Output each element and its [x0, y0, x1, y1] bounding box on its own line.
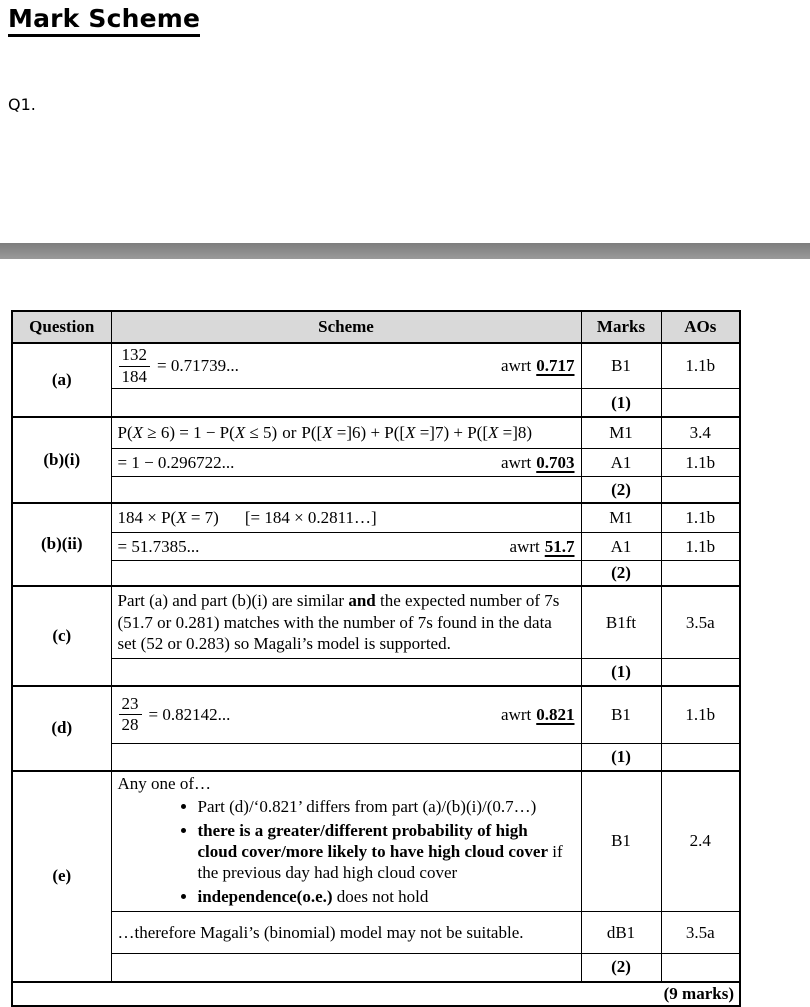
row-d-count [12, 744, 740, 771]
question-label-d: (d) [12, 686, 111, 771]
ao-d-empty [661, 744, 740, 771]
row-bi-line2 [12, 449, 740, 477]
count-e: (2) [581, 954, 661, 982]
result-bi: = 1 − 0.296722... [117, 452, 235, 472]
count-d: (1) [581, 744, 661, 771]
ao-bii-2: 1.1b [661, 533, 740, 561]
scheme-a [111, 343, 581, 389]
scheme-d-empty [111, 744, 581, 771]
question-label-bi: (b)(i) [12, 417, 111, 503]
marks-bi-1: M1 [581, 417, 661, 449]
scheme-e-empty [111, 954, 581, 982]
e-intro: Any one of… [117, 773, 211, 793]
marks-c: B1ft [581, 586, 661, 659]
count-a: (1) [581, 389, 661, 417]
marks-e-2: dB1 [581, 912, 661, 954]
row-e-line2 [12, 912, 740, 954]
var-x: X [322, 423, 333, 443]
working-d [118, 694, 231, 736]
awrt-value: 0.703 [536, 452, 575, 472]
e-bullet-list [118, 796, 575, 907]
marks-bi-2: A1 [581, 449, 661, 477]
ao-a-empty [661, 389, 740, 417]
row-c-count [12, 659, 740, 686]
row-bii-line1 [12, 503, 740, 533]
awrt-d [501, 705, 574, 725]
awrt-value: 51.7 [544, 536, 575, 556]
scheme-c-empty [111, 659, 581, 686]
fraction-d: $\frac{23}{28}$ [119, 695, 142, 735]
scheme-e-1 [111, 771, 581, 912]
ao-c-empty [661, 659, 740, 686]
row-bi-line1 [12, 417, 740, 449]
result-bii: = 51.7385... [117, 536, 200, 556]
row-c-main [12, 586, 740, 659]
col-header-aos: AOs [661, 311, 740, 343]
awrt-label: awrt [501, 452, 532, 472]
row-e-main [12, 771, 740, 912]
awrt-value: 0.821 [536, 704, 575, 724]
marks-d: B1 [581, 686, 661, 744]
question-number: Q1. [8, 95, 36, 114]
scheme-bii-1: 184 × P(X = 7) [= 184 × 0.2811…] [111, 503, 581, 533]
count-c: (1) [581, 659, 661, 686]
e-bullet-1: • Part (d)/‘0.821’ differs from part (a)/(b)(i)/(0.7…) [198, 796, 570, 817]
scheme-e-2: …therefore Magali’s (binomial) model may not be suitable. [111, 912, 581, 954]
ao-e-1: 2.4 [661, 771, 740, 912]
awrt-bii [510, 537, 575, 557]
row-bii-count [12, 561, 740, 586]
scheme-bi-1: P(X ≥ 6) = 1 − P(X ≤ 5) or P([X =]6) + P([X =]7) + P([X =]8) [111, 417, 581, 449]
col-header-marks: Marks [581, 311, 661, 343]
var-x: X [176, 508, 187, 528]
var-x: X [488, 423, 499, 443]
scheme-a-empty [111, 389, 581, 417]
ao-c: 3.5a [661, 586, 740, 659]
row-d-main [12, 686, 740, 744]
var-x: X [405, 423, 416, 443]
scheme-c: Part (a) and part (b)(i) are similar and the expected number of 7s (51.7 or 0.281) matches with the number of 7s found in the data set (52 or 0.283) so Magali’s model is supported. [111, 586, 581, 659]
question-label-e: (e) [12, 771, 111, 982]
count-bii: (2) [581, 561, 661, 586]
ao-e-empty [661, 954, 740, 982]
row-bi-count [12, 477, 740, 503]
ao-bii-empty [661, 561, 740, 586]
e-bullet-3: • independence(o.e.) does not hold [198, 886, 570, 907]
col-header-scheme: Scheme [111, 311, 581, 343]
marks-a: B1 [581, 343, 661, 389]
result-d: = 0.82142... [148, 704, 231, 724]
scheme-bii-empty [111, 561, 581, 586]
scheme-d [111, 686, 581, 744]
var-x: X [234, 423, 246, 443]
total-marks: (9 marks) [12, 982, 740, 1006]
working-a [118, 345, 239, 387]
e-bullet-2: • there is a greater/different probability of high cloud cover/more likely to have high cloud cover if the previous day had high cloud cover [198, 820, 570, 883]
marks-e-1: B1 [581, 771, 661, 912]
awrt-value: 0.717 [536, 356, 575, 376]
bracket-working: [= 184 × 0.2811…] [244, 508, 377, 528]
awrt-bi [501, 453, 574, 473]
ao-a: 1.1b [661, 343, 740, 389]
col-header-question: Question [12, 311, 111, 343]
awrt-label: awrt [501, 704, 532, 724]
marks-bii-2: A1 [581, 533, 661, 561]
var-x: X [132, 423, 144, 443]
awrt-label: awrt [501, 356, 532, 376]
ao-bi-2: 1.1b [661, 449, 740, 477]
count-bi: (2) [581, 477, 661, 503]
ao-bi-1: 3.4 [661, 417, 740, 449]
scheme-bii-2 [111, 533, 581, 561]
awrt-a [501, 356, 574, 376]
question-label-bii: (b)(ii) [12, 503, 111, 586]
row-total [12, 982, 740, 1006]
ao-bii-1: 1.1b [661, 503, 740, 533]
table-header-row [12, 311, 740, 343]
ao-bi-empty [661, 477, 740, 503]
ao-e-2: 3.5a [661, 912, 740, 954]
row-bii-line2 [12, 533, 740, 561]
scheme-bi-empty [111, 477, 581, 503]
row-e-count [12, 954, 740, 982]
question-label-c: (c) [12, 586, 111, 686]
or-word: or [282, 423, 297, 443]
page-title: Mark Scheme [8, 4, 200, 37]
section-divider-bar [0, 243, 810, 259]
ao-d: 1.1b [661, 686, 740, 744]
fraction-a: $\frac{132}{184}$ [119, 346, 151, 386]
question-label-a: (a) [12, 343, 111, 417]
marks-bii-1: M1 [581, 503, 661, 533]
row-a-count [12, 389, 740, 417]
mark-scheme-table [11, 310, 741, 1007]
emphasis-and: and [348, 590, 376, 610]
scheme-bi-2 [111, 449, 581, 477]
awrt-label: awrt [509, 536, 540, 556]
row-a-main [12, 343, 740, 389]
result-a: = 0.71739... [157, 356, 239, 376]
